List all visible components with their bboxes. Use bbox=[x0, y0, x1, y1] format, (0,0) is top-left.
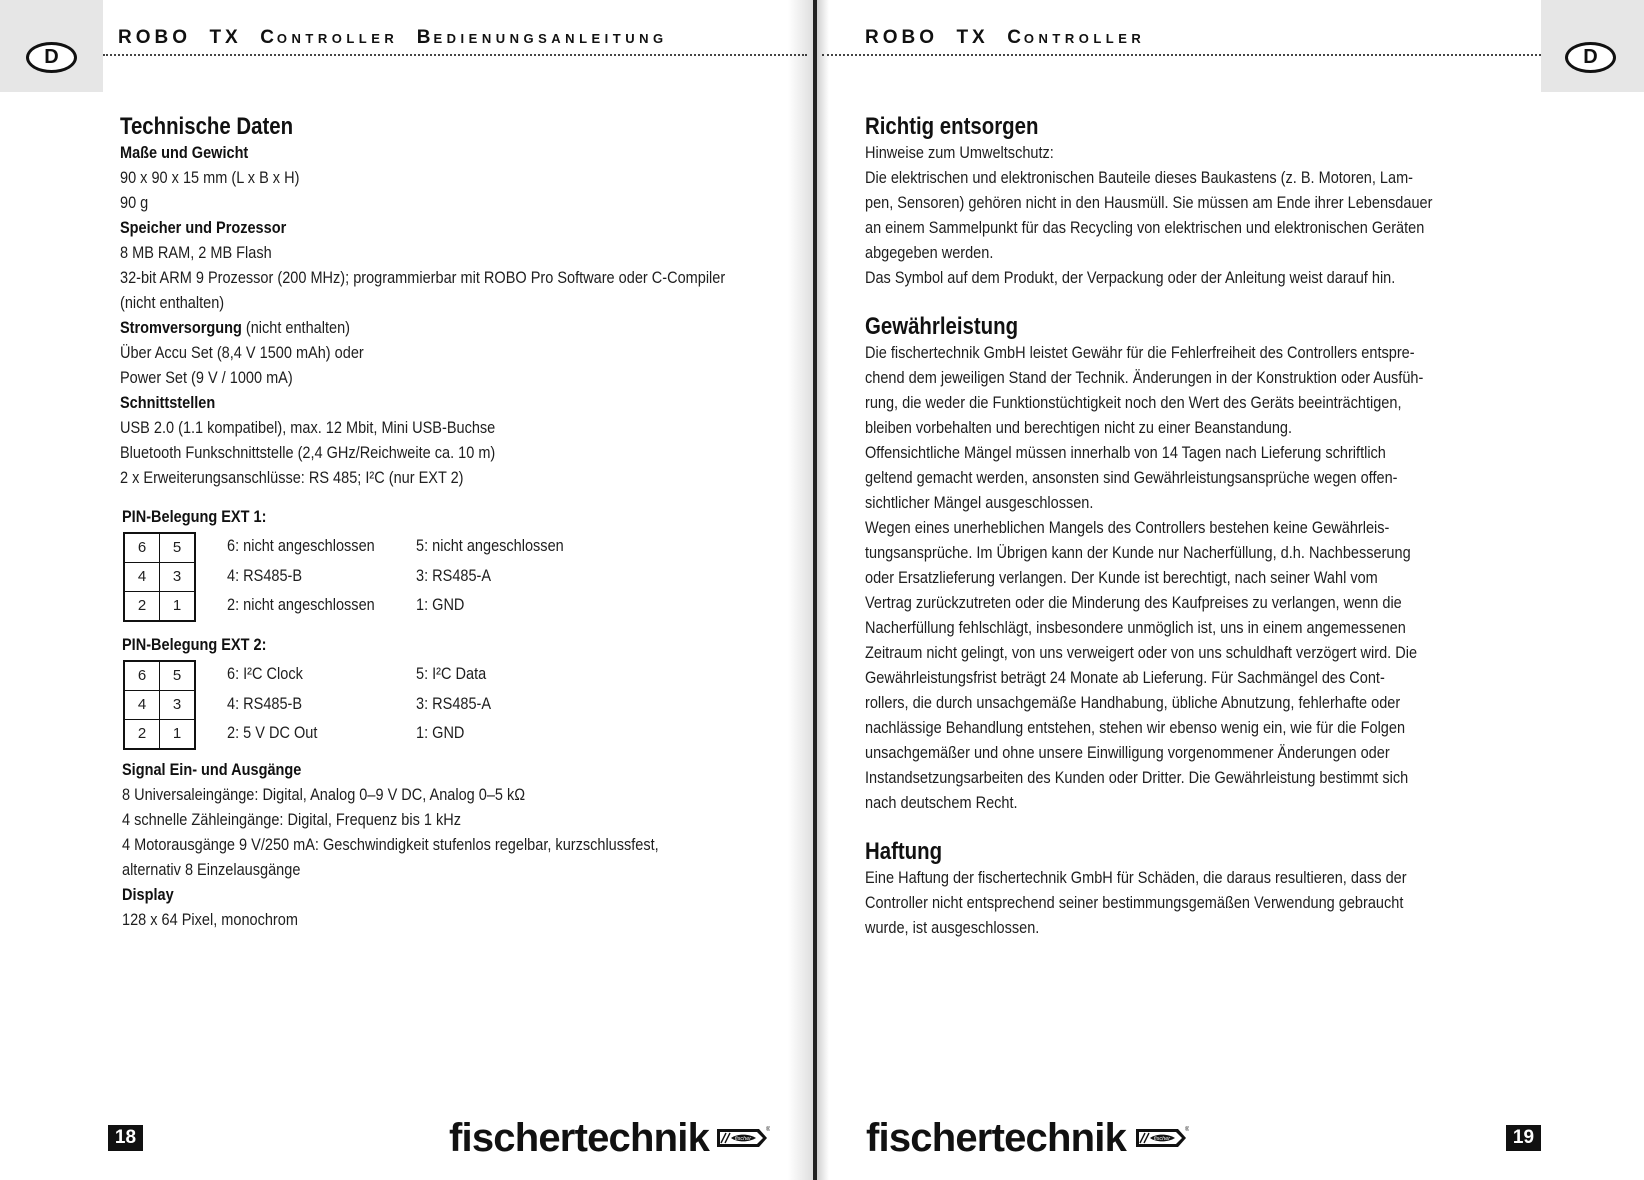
paragraph-line: Controller nicht entsprechend seiner bestimmungsgemäßen Verwendung gebraucht bbox=[865, 894, 1404, 912]
paragraph-line: Instandsetzungsarbeiten des Kunden oder Dritter. Die Gewährleistung bestimmt sich bbox=[865, 769, 1409, 787]
fischer-fish-logo-icon bbox=[716, 1125, 770, 1151]
spec-line: 128 x 64 Pixel, monochrom bbox=[122, 911, 298, 929]
section-title: Haftung bbox=[865, 838, 943, 865]
pin-cell: 5 bbox=[160, 661, 196, 691]
pin-ext2-block bbox=[123, 660, 683, 750]
spec-heading: Display bbox=[122, 886, 174, 904]
pin-cell: 3 bbox=[160, 563, 196, 592]
pin-label: 3: RS485-A bbox=[416, 694, 492, 713]
pin-cell: 4 bbox=[124, 563, 160, 592]
spec-line: 8 MB RAM, 2 MB Flash bbox=[120, 244, 272, 262]
paragraph-line: chend dem jeweiligen Stand der Technik. Änderungen in der Konstruktion oder Ausfüh- bbox=[865, 369, 1424, 387]
spec-line: Bluetooth Funkschnittstelle (2,4 GHz/Reichweite ca. 10 m) bbox=[120, 444, 496, 462]
section-title: Richtig entsorgen bbox=[865, 113, 1039, 140]
paragraph-line: Eine Haftung der fischertechnik GmbH für Schäden, die daraus resultieren, dass der bbox=[865, 869, 1407, 887]
paragraph-line: Offensichtliche Mängel müssen innerhalb von 14 Tagen nach Lieferung schriftlich bbox=[865, 444, 1386, 462]
page-number-left: 18 bbox=[108, 1125, 143, 1151]
pin-cell: 4 bbox=[124, 691, 160, 720]
paragraph-line: Hinweise zum Umweltschutz: bbox=[865, 144, 1054, 162]
spec-line: 90 g bbox=[120, 194, 149, 212]
pin-ext1-block bbox=[123, 532, 683, 622]
page-number-right: 19 bbox=[1506, 1125, 1541, 1151]
running-head-word: BEDIENUNGSANLEITUNG bbox=[416, 27, 668, 48]
logo-mark-text: fischer bbox=[1153, 1136, 1171, 1142]
spec-line: alternativ 8 Einzelausgänge bbox=[122, 861, 301, 879]
running-head-word: ROBO bbox=[865, 27, 938, 48]
pin-cell: 6 bbox=[124, 533, 160, 563]
pin-ext1-diagram bbox=[123, 532, 196, 622]
liability-section bbox=[865, 838, 1545, 941]
technical-data-section bbox=[120, 113, 800, 491]
spec-line: 4 schnelle Zähleingänge: Digital, Frequenz bis 1 kHz bbox=[122, 811, 461, 829]
paragraph-line: Nacherfüllung fehlschlägt, insbesondere unmöglich ist, uns in einem angemessenen bbox=[865, 619, 1406, 637]
fischer-fish-logo-icon bbox=[1135, 1125, 1189, 1151]
paragraph-line: geltend gemacht werden, ansonsten sind Gewährleistungsansprüche wegen offen- bbox=[865, 469, 1398, 487]
running-head-left bbox=[118, 26, 682, 50]
language-badge-left: D bbox=[26, 42, 77, 73]
paragraph-line: pen, Sensoren) gehören nicht in den Hausmüll. Sie müssen am Ende ihrer Lebensdauer bbox=[865, 194, 1433, 212]
pin-ext1-heading: PIN-Belegung EXT 1: bbox=[122, 508, 267, 526]
pin-label: 6: nicht angeschlossen bbox=[227, 537, 375, 555]
spine-shadow bbox=[817, 0, 829, 1180]
paragraph-line: nachlässige Behandlung entstehen, stehen wir ebenso wenig ein, wie für die Folgen bbox=[865, 719, 1406, 737]
signals-section bbox=[122, 758, 802, 933]
spec-heading: Schnittstellen bbox=[120, 394, 216, 412]
running-head-right bbox=[865, 26, 1159, 50]
paragraph-line: rung, die weder die Funktionstüchtigkeit noch den Wert des Geräts beeinträchtigen, bbox=[865, 394, 1402, 412]
pin-cell: 2 bbox=[124, 592, 160, 622]
pin-cell: 6 bbox=[124, 661, 160, 691]
spec-line: USB 2.0 (1.1 kompatibel), max. 12 Mbit, Mini USB-Buchse bbox=[120, 419, 496, 437]
pin-label: 1: GND bbox=[416, 724, 465, 743]
paragraph-line: wurde, ist ausgeschlossen. bbox=[865, 919, 1040, 937]
pin-label: 4: RS485-B bbox=[227, 566, 303, 585]
registered-mark: ® bbox=[766, 1127, 770, 1133]
registered-mark: ® bbox=[1185, 1127, 1189, 1133]
running-head-word: TX bbox=[956, 27, 989, 48]
running-head-word: CONTROLLER bbox=[1007, 27, 1146, 48]
pin-label: 1: GND bbox=[416, 596, 465, 615]
paragraph-line: nach deutschem Recht. bbox=[865, 794, 1018, 812]
dotted-rule-left bbox=[103, 54, 807, 56]
spec-line: 8 Universaleingänge: Digital, Analog 0–9 V DC, Analog 0–5 kΩ bbox=[122, 786, 526, 804]
paragraph-line: unsachgemäßer und ohne unsere Einwilligung vorgenommener Änderungen oder bbox=[865, 744, 1390, 762]
spec-line: 90 x 90 x 15 mm (L x B x H) bbox=[120, 169, 300, 187]
section-title: Gewährleistung bbox=[865, 313, 1019, 340]
spec-line: 2 x Erweiterungsanschlüsse: RS 485; I²C (nur EXT 2) bbox=[120, 469, 464, 487]
spec-line: 4 Motorausgänge 9 V/250 mA: Geschwindigkeit stufenlos regelbar, kurzschlussfest, bbox=[122, 836, 659, 854]
pin-ext2-heading: PIN-Belegung EXT 2: bbox=[122, 636, 267, 654]
pin-cell: 1 bbox=[160, 720, 196, 750]
pin-cell: 1 bbox=[160, 592, 196, 622]
running-head-word: CONTROLLER bbox=[260, 27, 399, 48]
pin-label: 6: I²C Clock bbox=[227, 665, 303, 683]
spec-heading: Signal Ein- und Ausgänge bbox=[122, 761, 302, 779]
paragraph-line: Zeitraum nicht gelingt, von uns verweigert oder von uns schuldhaft verzögert wird. Die bbox=[865, 644, 1418, 662]
pin-label: 3: RS485-A bbox=[416, 566, 492, 585]
spec-heading-note: (nicht enthalten) bbox=[245, 319, 350, 337]
paragraph-line: bleiben vorbehalten und berechtigen nicht zu einer Beanstandung. bbox=[865, 419, 1293, 437]
pin-cell: 2 bbox=[124, 720, 160, 750]
paragraph-line: Gewährleistungsfrist beträgt 24 Monate ab Lieferung. Für Sachmängel des Cont- bbox=[865, 669, 1385, 687]
running-head-word: TX bbox=[209, 27, 242, 48]
running-head-word: ROBO bbox=[118, 27, 191, 48]
spec-heading: Stromversorgung bbox=[120, 319, 242, 337]
pin-cell: 3 bbox=[160, 691, 196, 720]
pin-label: 5: I²C Data bbox=[416, 665, 487, 683]
paragraph-line: sichtlicher Mängel ausgeschlossen. bbox=[865, 494, 1094, 512]
pin-label: 2: nicht angeschlossen bbox=[227, 596, 375, 615]
paragraph-line: tungsansprüche. Im Übrigen kann der Kunde nur Nacherfüllung, d.h. Nachbesserung bbox=[865, 544, 1411, 562]
paragraph-line: Das Symbol auf dem Produkt, der Verpackung oder der Anleitung weist darauf hin. bbox=[865, 269, 1396, 287]
spec-line: Power Set (9 V / 1000 mA) bbox=[120, 369, 293, 387]
pin-ext2-diagram bbox=[123, 660, 196, 750]
pin-label: 5: nicht angeschlossen bbox=[416, 537, 564, 555]
spec-heading: Maße und Gewicht bbox=[120, 144, 249, 162]
paragraph-line: Die fischertechnik GmbH leistet Gewähr für die Fehlerfreiheit des Controllers entspre- bbox=[865, 344, 1415, 362]
paragraph-line: abgegeben werden. bbox=[865, 244, 994, 262]
disposal-section bbox=[865, 113, 1545, 291]
paragraph-line: oder Ersatzlieferung verlangen. Der Kunde ist berechtigt, nach seiner Wahl vom bbox=[865, 569, 1378, 587]
brand-wordmark-right: fischertechnik bbox=[866, 1116, 1127, 1160]
warranty-section bbox=[865, 313, 1545, 816]
dotted-rule-right bbox=[822, 54, 1541, 56]
spec-line: 32-bit ARM 9 Prozessor (200 MHz); programmierbar mit ROBO Pro Software oder C-Compiler bbox=[120, 269, 726, 287]
pin-label: 2: 5 V DC Out bbox=[227, 724, 318, 743]
paragraph-line: Vertrag zurückzutreten oder die Minderung des Kaufpreises zu verlangen, wenn die bbox=[865, 594, 1402, 612]
pin-ext1-section bbox=[122, 505, 802, 530]
spec-heading: Speicher und Prozessor bbox=[120, 219, 287, 237]
brand-wordmark-left: fischertechnik bbox=[449, 1116, 710, 1160]
paragraph-line: an einem Sammelpunkt für das Recycling von elektrischen und elektronischen Geräten bbox=[865, 219, 1425, 237]
spec-line: (nicht enthalten) bbox=[120, 294, 225, 312]
pin-label: 4: RS485-B bbox=[227, 694, 303, 713]
paragraph-line: rollers, die durch unsachgemäße Handhabung, übliche Abnutzung, fehlerhafte oder bbox=[865, 694, 1401, 712]
paragraph-line: Wegen eines unerheblichen Mangels des Controllers bestehen keine Gewährleis- bbox=[865, 519, 1390, 537]
pin-ext2-section bbox=[122, 633, 802, 658]
logo-mark-text: fischer bbox=[734, 1136, 752, 1142]
language-badge-right: D bbox=[1565, 42, 1616, 73]
pin-cell: 5 bbox=[160, 533, 196, 563]
spec-heading-line bbox=[120, 316, 718, 341]
spec-line: Über Accu Set (8,4 V 1500 mAh) oder bbox=[120, 344, 364, 362]
paragraph-line: Die elektrischen und elektronischen Bauteile dieses Baukastens (z. B. Motoren, Lam- bbox=[865, 169, 1414, 187]
page-title: Technische Daten bbox=[120, 113, 294, 140]
